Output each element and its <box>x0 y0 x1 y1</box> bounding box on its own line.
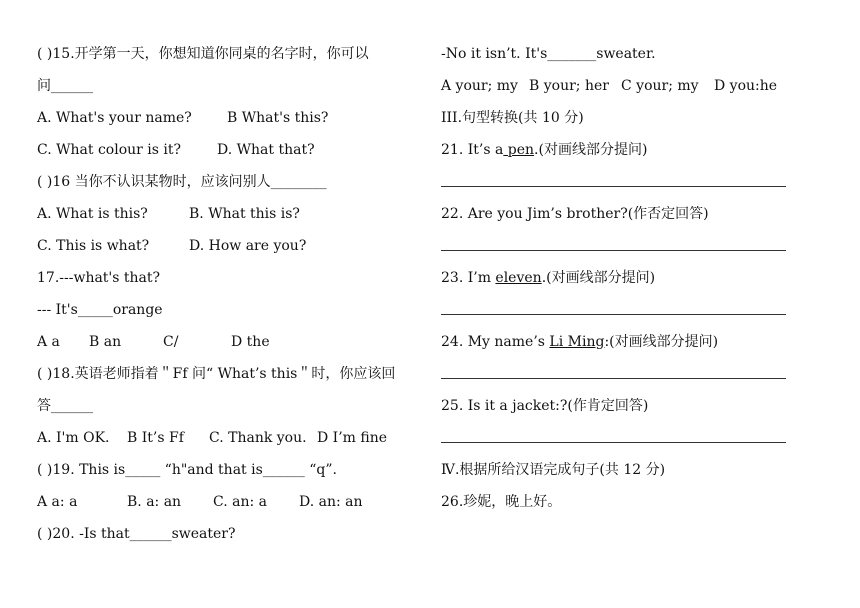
q16-option-b: B. What this is? <box>189 206 300 222</box>
q23-answer-line[interactable] <box>441 294 791 326</box>
q17-stem-cont: --- It's_____orange <box>37 302 163 318</box>
right-column <box>441 38 791 518</box>
q18-option-d: D I’m fine <box>317 430 388 446</box>
q17-option-d: D the <box>231 334 270 350</box>
q24-stem <box>441 326 791 358</box>
q16-option-a: A. What is this? <box>37 206 148 222</box>
q21-underlined-word: pen <box>503 142 535 158</box>
q23-text-post: .(对画线部分提问) <box>541 270 656 286</box>
q21-stem <box>441 134 791 166</box>
q17-option-c: C/ <box>163 334 179 350</box>
q15-stem: ( )15.开学第一天，你想知道你同桌的名字时，你可以 <box>37 46 369 62</box>
q16-option-c: C. This is what? <box>37 238 150 254</box>
q23-underlined-word: eleven <box>495 270 542 286</box>
q16-stem: ( )16 当你不认识某物时，应该问别人________ <box>37 174 327 190</box>
q21-answer-line[interactable] <box>441 166 791 198</box>
q18-options <box>37 422 427 454</box>
q20-option-d: D you:he <box>714 78 778 94</box>
q24-answer-line[interactable] <box>441 358 791 390</box>
q15-option-a: A. What's your name? <box>37 110 192 126</box>
q22-stem: 22. Are you Jim’s brother?(作否定回答) <box>441 206 709 222</box>
q24-text-pre: 24. My name’s <box>441 334 550 350</box>
q25-stem: 25. Is it a jacket:?(作肯定回答) <box>441 398 649 414</box>
q17-option-a: A a <box>37 334 60 350</box>
q16-option-d: D. How are you? <box>189 238 307 254</box>
q23-text-pre: 23. I’m <box>441 270 496 286</box>
q18-stem-cont: 答______ <box>37 398 93 414</box>
q15-option-b: B What's this? <box>227 110 329 126</box>
q23-stem <box>441 262 791 294</box>
q20-options <box>441 70 791 102</box>
section-3-heading: III.句型转换(共 10 分) <box>441 110 584 126</box>
q17-option-b: B an <box>89 334 122 350</box>
q26-stem: 26.珍妮，晚上好。 <box>441 494 562 510</box>
q18-stem: ( )18.英语老师指着＂Ff 问“ What’s this＂时，你应该回 <box>37 366 396 382</box>
q20-stem-cont: -No it isn’t. It's_______sweater. <box>441 46 656 62</box>
q15-options-ab <box>37 102 427 134</box>
q15-option-c: C. What colour is it? <box>37 142 181 158</box>
q20-option-c: C your; my <box>621 78 699 94</box>
q19-option-a: A a: a <box>37 494 78 510</box>
q20-option-b: B your; her <box>529 78 609 94</box>
q17-stem: 17.---what's that? <box>37 270 161 286</box>
q21-text-post: .(对画线部分提问) <box>534 142 648 158</box>
q19-stem: ( )19. This is_____ “h"and that is______ “q”. <box>37 462 337 478</box>
q19-option-c: C. an: a <box>213 494 267 510</box>
q20-option-a: A your; my <box>441 78 518 94</box>
left-column <box>37 38 427 550</box>
q25-answer-line[interactable] <box>441 422 791 454</box>
q15-stem-cont: 问______ <box>37 78 93 94</box>
q22-answer-line[interactable] <box>441 230 791 262</box>
q19-option-d: D. an: an <box>299 494 363 510</box>
q17-options <box>37 326 427 358</box>
q19-options <box>37 486 427 518</box>
q18-option-c: C. Thank you. <box>209 430 307 446</box>
q16-options-cd <box>37 230 427 262</box>
q20-stem: ( )20. -Is that______sweater? <box>37 526 236 542</box>
q18-option-a: A. I'm OK. <box>37 430 110 446</box>
q16-options-ab <box>37 198 427 230</box>
q15-options-cd <box>37 134 427 166</box>
q19-option-b: B. a: an <box>127 494 182 510</box>
q24-underlined-word: Li Ming <box>549 334 605 350</box>
q18-option-b: B It’s Ff <box>127 430 184 446</box>
q21-text-pre: 21. It’s a <box>441 142 504 158</box>
q24-text-post: :(对画线部分提问) <box>604 334 719 350</box>
section-4-heading: Ⅳ.根据所给汉语完成句子(共 12 分) <box>441 462 666 478</box>
q15-option-d: D. What that? <box>217 142 315 158</box>
